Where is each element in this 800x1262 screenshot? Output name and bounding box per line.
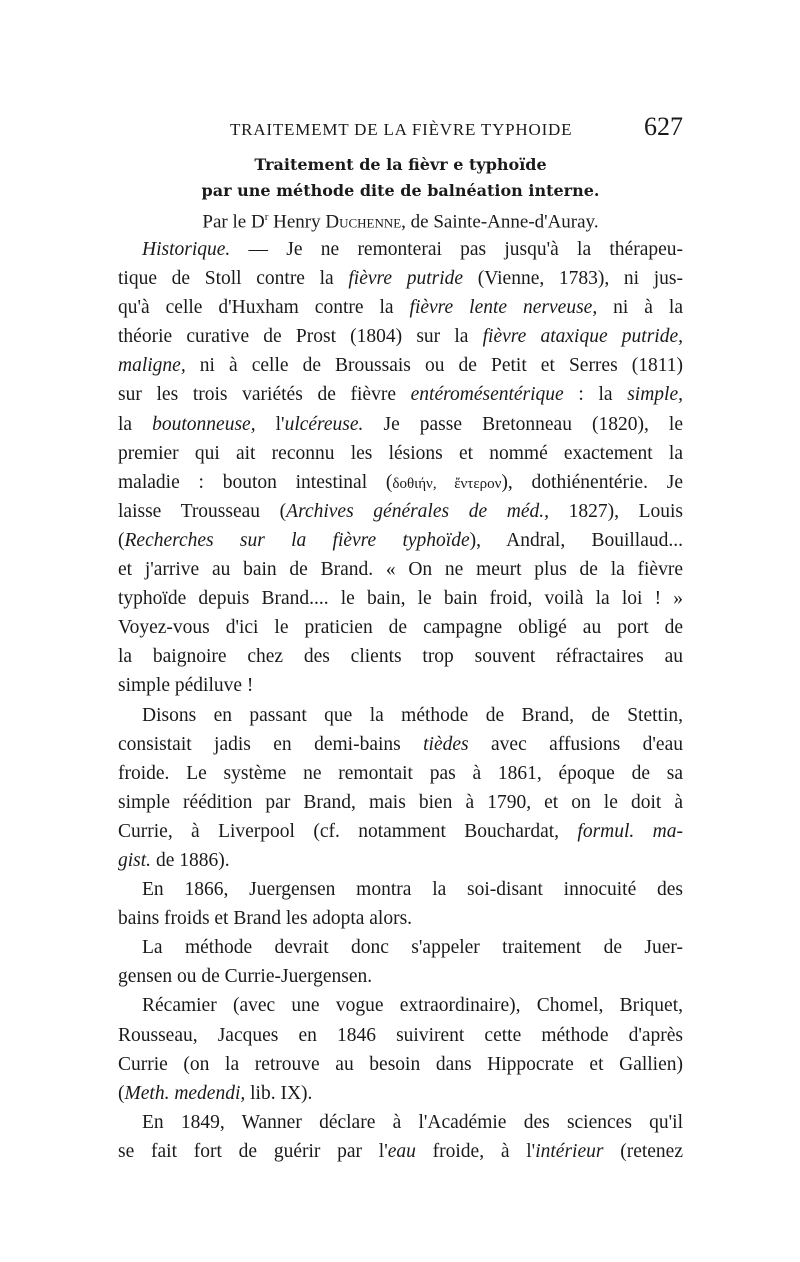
text-line (118, 1079, 683, 1108)
text-span: ni à celle de Broussais ou de Petit et Serres (1811) (185, 355, 683, 377)
text-line (118, 410, 683, 439)
text-span: Recherches sur la fièvre typhoïde (124, 529, 470, 551)
text-span: typhoïde depuis Brand.... le bain, le bain froid, voilà la loi ! » (118, 588, 683, 610)
text-line (118, 351, 683, 380)
article-title (118, 152, 683, 204)
text-span: ( (118, 529, 125, 551)
article-title-line-2: par une méthode dite de balnéation interne. (201, 181, 600, 200)
running-head (118, 112, 683, 142)
text-span: intérieur (535, 1140, 604, 1162)
text-span: formul. ma- (577, 820, 683, 842)
text-line (118, 526, 683, 555)
text-span: ), dothiénentérie. Je (501, 471, 683, 493)
text-span: gist. (118, 849, 152, 871)
text-span: consistait jadis en demi-bains (118, 733, 424, 755)
text-span: simple pédiluve ! (118, 675, 254, 697)
text-line (118, 584, 683, 613)
text-span: lib. IX). (245, 1082, 313, 1104)
text-line (118, 1050, 683, 1079)
text-span: qu'à celle d'Huxham contre la (118, 297, 410, 319)
text-line (118, 497, 683, 526)
text-span: Disons en passant que la méthode de Brand, de Stettin, (142, 704, 683, 726)
text-span: Meth. medendi, (124, 1082, 246, 1104)
text-span: : la (563, 384, 628, 406)
text-span: l' (255, 413, 285, 435)
text-span: ni à la (597, 297, 683, 319)
text-span: Voyez-vous d'ici le praticien de campagne obligé au port de (118, 617, 683, 639)
text-span: de 1886). (151, 849, 230, 871)
text-line (118, 1021, 683, 1050)
text-span: Currie (on la retrouve au besoin dans Hippocrate et Gallien) (118, 1053, 683, 1075)
text-span: maladie : bouton intestinal ( (118, 471, 393, 493)
text-span: ulcéreuse. (284, 413, 364, 435)
text-line (118, 817, 683, 846)
byline-prefix: Par le D (202, 211, 265, 233)
text-line (118, 962, 683, 991)
text-line (118, 933, 683, 962)
text-line (118, 264, 683, 293)
text-span: (retenez (603, 1140, 683, 1162)
text-span: La méthode devrait donc s'appeler traitement de Juer- (142, 937, 683, 959)
text-span: théorie curative de Prost (1804) sur la (118, 326, 483, 348)
text-span: eau (387, 1140, 416, 1162)
page-number: 627 (644, 112, 683, 141)
text-line (118, 846, 683, 875)
text-span: avec affusions d'eau (468, 733, 683, 755)
text-span: gensen ou de Currie-Juergensen. (118, 966, 373, 988)
section-heading-historique: Historique. (142, 239, 231, 260)
author-first-name: Henry (273, 211, 321, 233)
greek-etymology: δοθιήν, ἔντερον (392, 475, 502, 492)
text-span: Je passe Bretonneau (1820), le (363, 413, 683, 435)
text-line (118, 730, 683, 759)
text-line (118, 904, 683, 933)
text-line (118, 991, 683, 1020)
text-line (118, 235, 683, 264)
text-span: Archives générales de méd., (286, 500, 549, 522)
text-span: — Je ne remonterai pas jusqu'à la thérapeu- (230, 239, 683, 260)
text-line (118, 671, 683, 700)
text-span: entéromésentérique (410, 384, 564, 406)
text-line (118, 701, 683, 730)
article-title-line-1: Traitement de la fièvr e typhoïde (254, 155, 547, 174)
text-line (118, 642, 683, 671)
text-span: la baignoire chez des clients trop souvent réfractaires au (118, 646, 683, 668)
text-span: boutonneuse, (152, 413, 256, 435)
text-line (118, 555, 683, 584)
text-span: froide, à l' (415, 1140, 536, 1162)
text-line (118, 322, 683, 351)
text-span: et j'arrive au bain de Brand. « On ne meurt plus de la fièvre (118, 559, 683, 581)
text-line (118, 293, 683, 322)
text-span: maligne, (118, 355, 186, 377)
text-span: tique de Stoll contre la (118, 268, 349, 290)
text-span: froide. Le système ne remontait pas à 1861, époque de sa (118, 762, 683, 784)
text-span: laisse Trousseau ( (118, 500, 287, 522)
byline (118, 203, 683, 236)
text-span: Currie, à Liverpool (cf. notamment Bouchardat, (118, 820, 578, 842)
text-span: se fait fort de guérir par l' (118, 1140, 388, 1162)
body-text (118, 235, 683, 1166)
text-line (118, 875, 683, 904)
text-span: tièdes (423, 733, 469, 755)
text-span: sur les trois variétés de fièvre (118, 384, 411, 406)
text-line (118, 1137, 683, 1166)
text-span: Rousseau, Jacques en 1846 suivirent cette méthode d'après (118, 1024, 683, 1046)
text-line (118, 1108, 683, 1137)
text-span: fièvre putride (348, 268, 464, 290)
author-last-name: Duchenne (325, 211, 402, 233)
text-span: bains froids et Brand les adopta alors. (118, 908, 413, 930)
text-span: fièvre lente nerveuse, (409, 297, 598, 319)
text-span: simple, (627, 384, 683, 406)
text-line (118, 613, 683, 642)
text-span: 1827), Louis (548, 500, 683, 522)
text-span: la (118, 413, 153, 435)
text-span: ), Andral, Bouillaud... (469, 529, 683, 551)
text-line (118, 759, 683, 788)
text-span: En 1866, Juergensen montra la soi-disant innocuité des (142, 879, 683, 901)
text-span: fièvre ataxique putride, (482, 326, 683, 348)
text-line (118, 788, 683, 817)
byline-sup: r (264, 211, 269, 223)
text-line (118, 468, 683, 497)
text-span: (Vienne, 1783), ni jus- (463, 268, 683, 290)
text-span: Récamier (avec une vogue extraordinaire), Chomel, Briquet, (142, 995, 683, 1017)
text-span: En 1849, Wanner déclare à l'Académie des sciences qu'il (142, 1111, 683, 1133)
text-line (118, 380, 683, 409)
text-line (118, 439, 683, 468)
author-affiliation: , de Sainte-Anne-d'Auray. (401, 211, 599, 233)
text-span: premier qui ait reconnu les lésions et nommé exactement la (118, 442, 683, 464)
text-span: simple réédition par Brand, mais bien à 1790, et on le doit à (118, 791, 683, 813)
running-title: TRAITEMEMT DE LA FIÈVRE TYPHOIDE (230, 120, 573, 139)
text-span: ( (118, 1082, 125, 1104)
